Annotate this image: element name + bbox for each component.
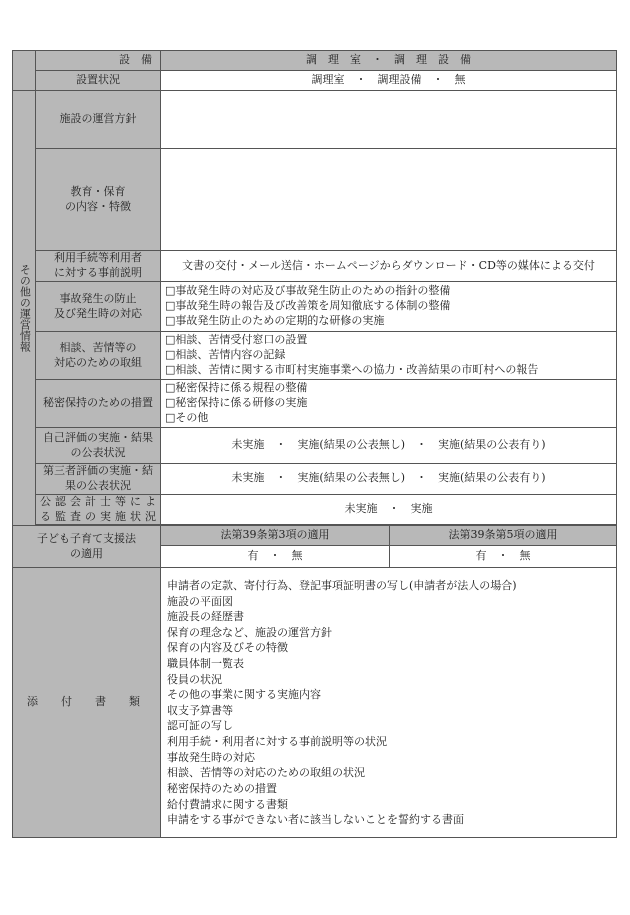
accident-label: [36, 282, 161, 332]
accident-check-item[interactable]: □事故発生時の対応及び事故発生防止のための指針の整備: [165, 284, 451, 298]
childcare-col2-options[interactable]: 有 ・ 無: [390, 546, 617, 568]
complaint-label-line2: 対応のための取組: [54, 355, 142, 369]
equipment-header-value: 調 理 室 ・ 調 理 設 備: [161, 51, 617, 71]
education-label: [36, 149, 161, 251]
education-label-line1: 教育・保育: [70, 184, 126, 198]
complaint-label-line1: 相談、苦情等の: [59, 340, 137, 354]
equipment-status-label: 設置状況: [36, 71, 161, 91]
childcare-label-line2: の適用: [70, 546, 103, 560]
childcare-header-row: [13, 526, 617, 546]
attachment-item: 秘密保持のための措置: [167, 781, 277, 795]
audit-label-line1: 公認会計士等によ: [40, 494, 156, 508]
attachment-item: 施設長の経歴書: [167, 610, 244, 624]
attachment-item: 給付費請求に関する書類: [167, 797, 288, 811]
equipment-status-row: [13, 71, 617, 91]
attachment-item: 認可証の写し: [167, 719, 233, 733]
complaint-row: [13, 332, 617, 380]
attachment-item: 役員の状況: [167, 672, 222, 686]
accident-check-item[interactable]: □事故発生防止のための定期的な研修の実施: [165, 313, 385, 327]
self-eval-row: [13, 428, 617, 464]
attachment-item: 職員体制一覧表: [167, 657, 244, 671]
equipment-status-value: 調理室 ・ 調理設備 ・ 無: [161, 71, 617, 91]
childcare-col1-options[interactable]: 有 ・ 無: [161, 546, 390, 568]
third-eval-options[interactable]: 未実施 ・ 実施(結果の公表無し) ・ 実施(結果の公表有り): [161, 464, 617, 495]
education-value[interactable]: [161, 149, 617, 251]
accident-checklist: [161, 282, 617, 332]
attachment-item: 事故発生時の対応: [167, 750, 255, 764]
explanation-value: 文書の交付・メール送信・ホームページからダウンロード・CD等の媒体による交付: [161, 251, 617, 282]
childcare-label: [13, 526, 161, 568]
attachment-item: 保育の理念など、施設の運営方針: [167, 625, 332, 639]
third-eval-label: [36, 464, 161, 495]
attachment-item: 申請をする事ができない者に該当しないことを誓約する書面: [167, 813, 464, 827]
equipment-side-cell: [13, 51, 36, 91]
third-eval-row: [13, 464, 617, 495]
self-eval-label-line1: 自己評価の実施・結果: [43, 430, 153, 444]
privacy-label: 秘密保持のための措置: [36, 380, 161, 428]
childcare-label-line1: 子ども子育て支援法: [37, 532, 136, 546]
attachments-list: [161, 568, 617, 838]
childcare-col2-header: 法第39条第5項の適用: [390, 526, 617, 546]
explanation-label-line1: 利用手続等利用者: [54, 251, 142, 265]
policy-value[interactable]: [161, 91, 617, 149]
complaint-label: [36, 332, 161, 380]
audit-row: [13, 494, 617, 525]
audit-label-line2: る監査の実施状況: [40, 509, 156, 523]
audit-label: [36, 494, 161, 525]
privacy-row: [13, 380, 617, 428]
other-info-side-label: その他の運営情報: [13, 91, 36, 526]
attachment-item: 相談、苦情等の対応のための取組の状況: [167, 766, 365, 780]
explanation-row: [13, 251, 617, 282]
audit-options[interactable]: 未実施 ・ 実施: [161, 494, 617, 525]
attachments-row: [13, 568, 617, 838]
privacy-check-item[interactable]: □秘密保持に係る研修の実施: [165, 396, 308, 410]
third-eval-label-line2: 果の公表状況: [65, 478, 131, 492]
attachment-item: 利用手続・利用者に対する事前説明等の状況: [167, 735, 387, 749]
accident-label-line1: 事故発生の防止: [59, 291, 137, 305]
complaint-check-item[interactable]: □相談、苦情内容の記録: [165, 348, 286, 362]
attachment-item: 保育の内容及びその特徴: [167, 641, 288, 655]
explanation-label: [36, 251, 161, 282]
education-label-line2: の内容・特徴: [65, 199, 131, 213]
complaint-checklist: [161, 332, 617, 380]
attachment-item: その他の事業に関する実施内容: [167, 688, 321, 702]
policy-label: 施設の運営方針: [36, 91, 161, 149]
third-eval-label-line1: 第三者評価の実施・結: [43, 464, 153, 477]
attachment-item: 申請者の定款、寄付行為、登記事項証明書の写し(申請者が法人の場合): [167, 579, 517, 592]
attachments-label: 添 付 書 類: [13, 568, 161, 838]
complaint-check-item[interactable]: □相談、苦情に関する市町村実施事業への協力・改善結果の市町村への報告: [165, 362, 539, 376]
accident-row: [13, 282, 617, 332]
education-row: [13, 149, 617, 251]
equipment-header-label: 設 備: [36, 51, 161, 71]
equipment-header-row: [13, 51, 617, 71]
policy-row: [13, 91, 617, 149]
complaint-check-item[interactable]: □相談、苦情受付窓口の設置: [165, 333, 308, 347]
accident-check-item[interactable]: □事故発生時の報告及び改善策を周知徹底する体制の整備: [165, 299, 451, 313]
childcare-col1-header: 法第39条第3項の適用: [161, 526, 390, 546]
self-eval-label-line2: の公表状況: [70, 445, 126, 459]
application-form-table: [12, 50, 617, 838]
self-eval-label: [36, 428, 161, 464]
attachment-item: 収支予算書等: [167, 703, 233, 717]
accident-label-line2: 及び発生時の対応: [54, 306, 142, 320]
attachment-item: 施設の平面図: [167, 594, 233, 608]
privacy-check-item[interactable]: □秘密保持に係る規程の整備: [165, 381, 308, 395]
privacy-check-item[interactable]: □その他: [165, 410, 209, 424]
self-eval-options[interactable]: 未実施 ・ 実施(結果の公表無し) ・ 実施(結果の公表有り): [161, 428, 617, 464]
privacy-checklist: [161, 380, 617, 428]
explanation-label-line2: に対する事前説明: [54, 266, 142, 279]
